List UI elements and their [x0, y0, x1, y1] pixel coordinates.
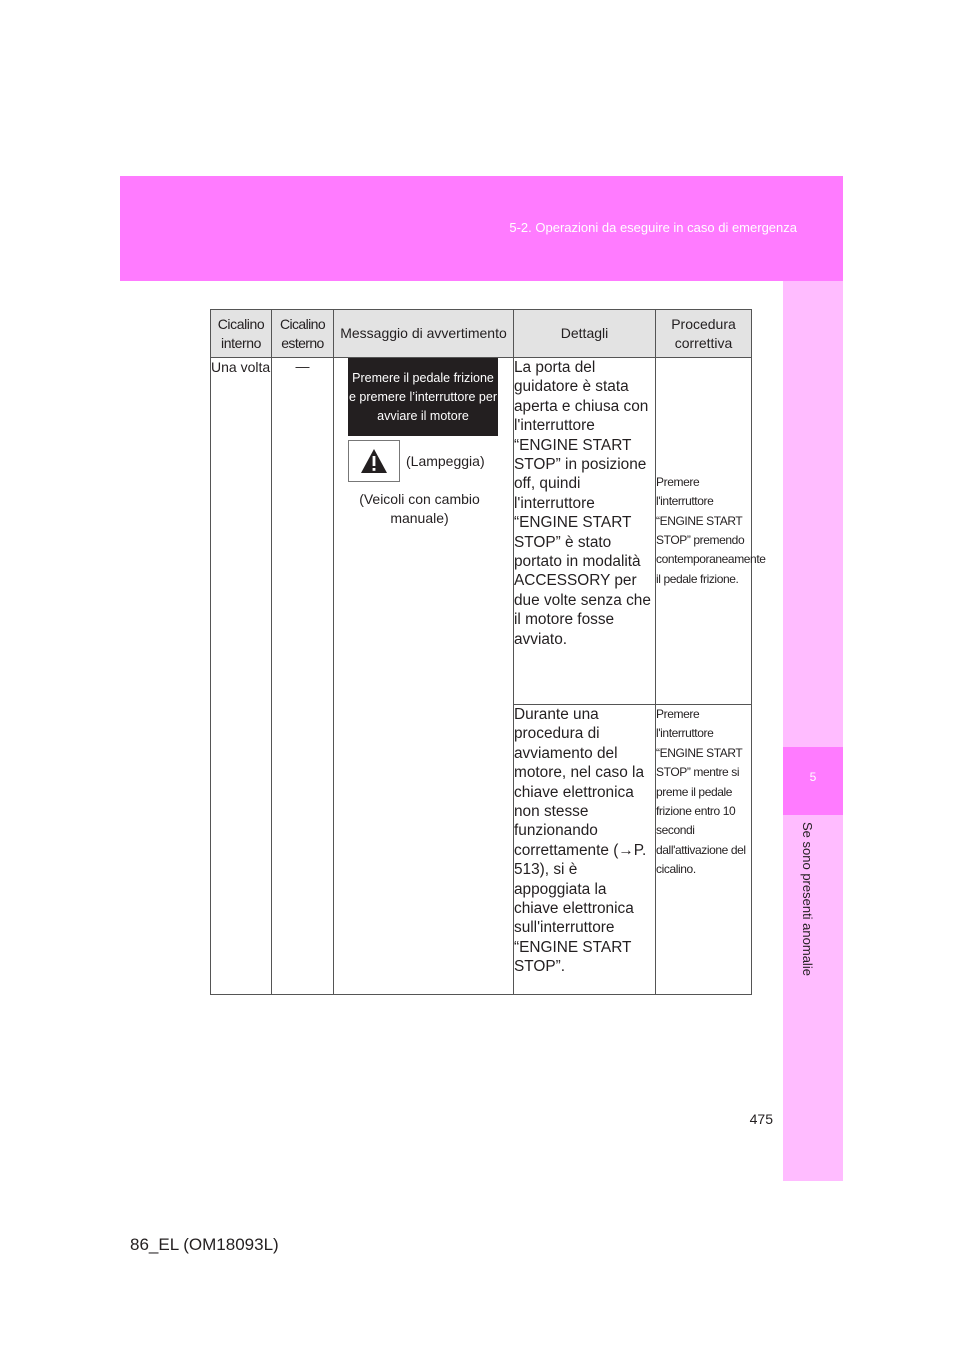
- cicalino-esterno-cell: —: [272, 358, 334, 995]
- details-cell: La porta del guidatore è stata aperta e chiusa con l'interruttore “ENGINE START STOP” in posizione off, quindi l'interruttore “ENGINE START STOP” è stato portato in modalità ACCESSORY per due volte senza che il motore fosse avviato.: [514, 358, 656, 705]
- side-tab-label: Se sono presenti anomalie: [800, 822, 815, 976]
- warning-table: [210, 309, 766, 995]
- cicalino-interno-cell: Una volta: [211, 358, 272, 995]
- page-number: 475: [749, 1111, 773, 1127]
- header-procedura: Procedura correttiva: [656, 310, 752, 358]
- flash-state: (Lampeggia): [406, 453, 485, 469]
- side-tab-number: 5: [809, 770, 817, 784]
- display-message: Premere il pedale frizione e premere l’interruttore per avviare il motore: [348, 358, 498, 436]
- warning-triangle-icon: [348, 440, 400, 482]
- section-title: 5-2. Operazioni da eseguire in caso di emergenza: [509, 220, 797, 235]
- procedure-cell: Premere l'interruttore “ENGINE START STOP” mentre si preme il pedale frizione entro 10 secondi dall'attivazione del cicalino.: [656, 705, 752, 995]
- vehicle-condition: (Veicoli con cambio manuale): [359, 491, 480, 526]
- procedure-cell: Premere l'interruttore “ENGINE START STOP” premendo contemporaneamente il pedale frizione.: [656, 358, 752, 705]
- message-cell: [334, 358, 514, 995]
- header-cicalino-interno: Cicalino interno: [211, 310, 272, 358]
- header-messaggio: Messaggio di avvertimento: [334, 310, 514, 358]
- warning-indicator: [348, 440, 513, 482]
- header-dettagli: Dettagli: [514, 310, 656, 358]
- table-row: [211, 358, 752, 705]
- side-tab: [783, 281, 843, 1181]
- header-cicalino-esterno: Cicalino esterno: [272, 310, 334, 358]
- document-code: 86_EL (OM18093L): [130, 1235, 279, 1254]
- details-cell: Durante una procedura di avviamento del motore, nel caso la chiave elettronica non stesse funzionando correttamente (→P. 513), si è appoggiata la chiave elettronica sull'interruttore “ENGINE START STOP”.: [514, 705, 656, 995]
- table-header-row: [211, 310, 752, 358]
